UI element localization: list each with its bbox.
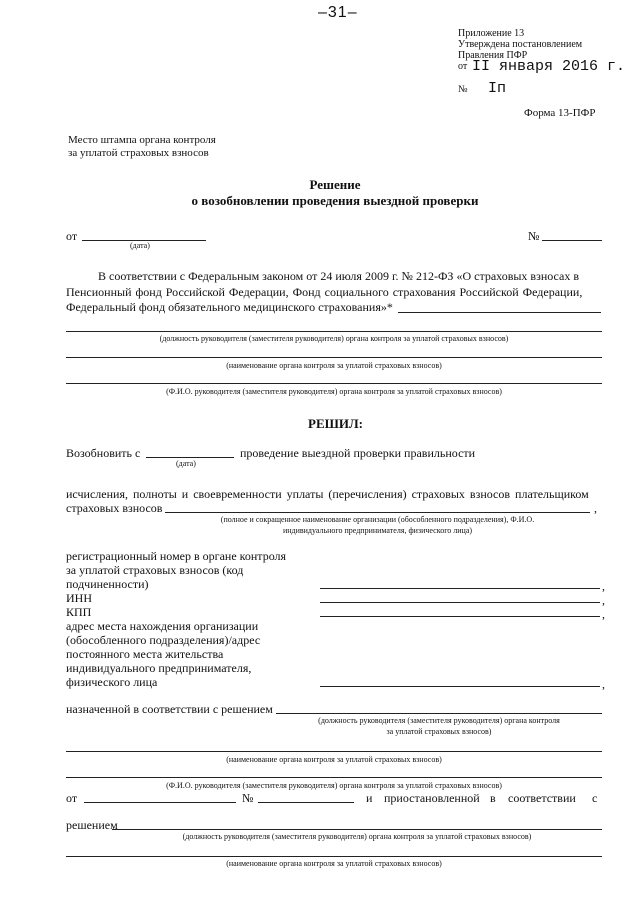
address-label-1: адрес места нахождения организации bbox=[66, 619, 259, 633]
reg-label-3: подчиненности) bbox=[66, 577, 149, 591]
reg-label-1: регистрационный номер в органе контроля bbox=[66, 549, 287, 563]
preamble-line-3: Федеральный фонд обязательного медицинского страхования»* bbox=[66, 300, 393, 314]
bottom-suspended: приостановленной bbox=[384, 791, 480, 805]
page-number: –31– bbox=[318, 4, 358, 21]
preamble-line-1: В соответствии с Федеральным законом от 24 июля 2009 г. № 212-ФЗ «О страховых взносах в bbox=[98, 269, 580, 283]
fio-caption: (Ф.И.О. руководителя (заместителя руководителя) органа контроля за уплатой страховых взносов) bbox=[166, 387, 502, 396]
form-code: Форма 13-ПФР bbox=[524, 107, 596, 119]
comma-4: , bbox=[602, 607, 605, 621]
document-title: Решение bbox=[309, 177, 361, 192]
comma-5: , bbox=[602, 677, 605, 691]
fio-field[interactable] bbox=[66, 383, 602, 384]
bottom-accordance: соответствии bbox=[508, 791, 576, 805]
resume-suffix: проведение выездной проверки правильности bbox=[240, 446, 476, 460]
assigned-authority-field[interactable] bbox=[66, 751, 602, 752]
stamp-line-1: Место штампа органа контроля bbox=[68, 134, 216, 146]
header-number-field[interactable] bbox=[542, 240, 602, 241]
approval-date-prefix: от bbox=[458, 61, 468, 72]
approval-line-3: Правления ПФР bbox=[458, 50, 528, 61]
header-date-caption: (дата) bbox=[130, 241, 150, 250]
stamp-line-2: за уплатой страховых взносов bbox=[68, 147, 209, 159]
resume-date-caption: (дата) bbox=[176, 459, 196, 468]
decision-position-field[interactable] bbox=[112, 829, 602, 830]
comma-2: , bbox=[602, 579, 605, 593]
bottom-number-label: № bbox=[242, 791, 254, 805]
assigned-position-field[interactable] bbox=[276, 713, 602, 714]
approval-number-prefix: № bbox=[458, 84, 468, 95]
comma-1: , bbox=[594, 501, 597, 515]
assigned-position-caption-2: за уплатой страховых взносов) bbox=[386, 727, 492, 736]
kpp-field[interactable] bbox=[320, 616, 600, 617]
bottom-with: с bbox=[592, 791, 598, 805]
organization-field[interactable] bbox=[165, 512, 590, 513]
decided-heading: РЕШИЛ: bbox=[308, 416, 364, 431]
assigned-position-caption-1: (должность руководителя (заместителя руководителя) органа контроля bbox=[318, 716, 560, 725]
address-label-5: физического лица bbox=[66, 675, 158, 689]
assigned-fio-caption: (Ф.И.О. руководителя (заместителя руководителя) органа контроля за уплатой страховых взносов) bbox=[166, 781, 502, 790]
preamble-field[interactable] bbox=[398, 312, 601, 313]
inn-field[interactable] bbox=[320, 602, 600, 603]
bottom-date-field[interactable] bbox=[84, 802, 236, 803]
decision-authority-caption: (наименование органа контроля за уплатой страховых взносов) bbox=[226, 859, 442, 868]
resume-prefix: Возобновить с bbox=[66, 446, 141, 460]
address-label-4: индивидуального предпринимателя, bbox=[66, 661, 252, 675]
decision-position-caption: (должность руководителя (заместителя руководителя) органа контроля за уплатой страховых взносов) bbox=[182, 832, 532, 841]
inn-label: ИНН bbox=[66, 591, 92, 605]
bottom-and: и bbox=[366, 791, 373, 805]
assigned-authority-caption: (наименование органа контроля за уплатой страховых взносов) bbox=[226, 755, 442, 764]
assigned-label: назначенной в соответствии с решением bbox=[66, 702, 273, 716]
assigned-fio-field[interactable] bbox=[66, 777, 602, 778]
resume-date-field[interactable] bbox=[146, 457, 234, 458]
kpp-label: КПП bbox=[66, 605, 92, 619]
bottom-number-field[interactable] bbox=[258, 802, 354, 803]
organization-caption-2: индивидуального предпринимателя, физического лица) bbox=[282, 526, 473, 535]
bottom-from-label: от bbox=[66, 791, 78, 805]
reg-label-2: за уплатой страховых взносов (код bbox=[66, 563, 244, 577]
approval-line-2: Утверждена постановлением bbox=[458, 39, 583, 50]
address-field[interactable] bbox=[320, 686, 600, 687]
approval-date-value: II января 2016 г. bbox=[472, 58, 626, 75]
preamble-line-2: Пенсионный фонд Российской Федерации, Фонд социального страхования Российской Федерации, bbox=[66, 285, 583, 299]
position-caption: (должность руководителя (заместителя руководителя) органа контроля за уплатой страховых взносов) bbox=[159, 334, 509, 343]
comma-3: , bbox=[602, 593, 605, 607]
decision-authority-field[interactable] bbox=[66, 856, 602, 857]
header-number-label: № bbox=[528, 229, 540, 243]
reg-number-field[interactable] bbox=[320, 588, 600, 589]
resume-line-3: страховых взносов bbox=[66, 501, 163, 515]
header-from-label: от bbox=[66, 229, 78, 243]
position-field[interactable] bbox=[66, 331, 602, 332]
address-label-3: постоянного места жительства bbox=[66, 647, 224, 661]
approval-line-1: Приложение 13 bbox=[458, 28, 525, 39]
authority-caption: (наименование органа контроля за уплатой страховых взносов) bbox=[226, 361, 442, 370]
decision-label: решением bbox=[66, 818, 118, 832]
organization-caption-1: (полное и сокращенное наименование организации (обособленного подразделения), Ф.И.О. bbox=[220, 515, 535, 524]
document-subtitle: о возобновлении проведения выездной проверки bbox=[191, 193, 479, 208]
bottom-in: в bbox=[490, 791, 496, 805]
approval-number-value: Iп bbox=[488, 80, 507, 97]
resume-line-2: исчисления, полноты и своевременности уплаты (перечисления) страховых взносов плательщиком bbox=[66, 487, 589, 501]
authority-field[interactable] bbox=[66, 357, 602, 358]
address-label-2: (обособленного подразделения)/адрес bbox=[66, 633, 261, 647]
